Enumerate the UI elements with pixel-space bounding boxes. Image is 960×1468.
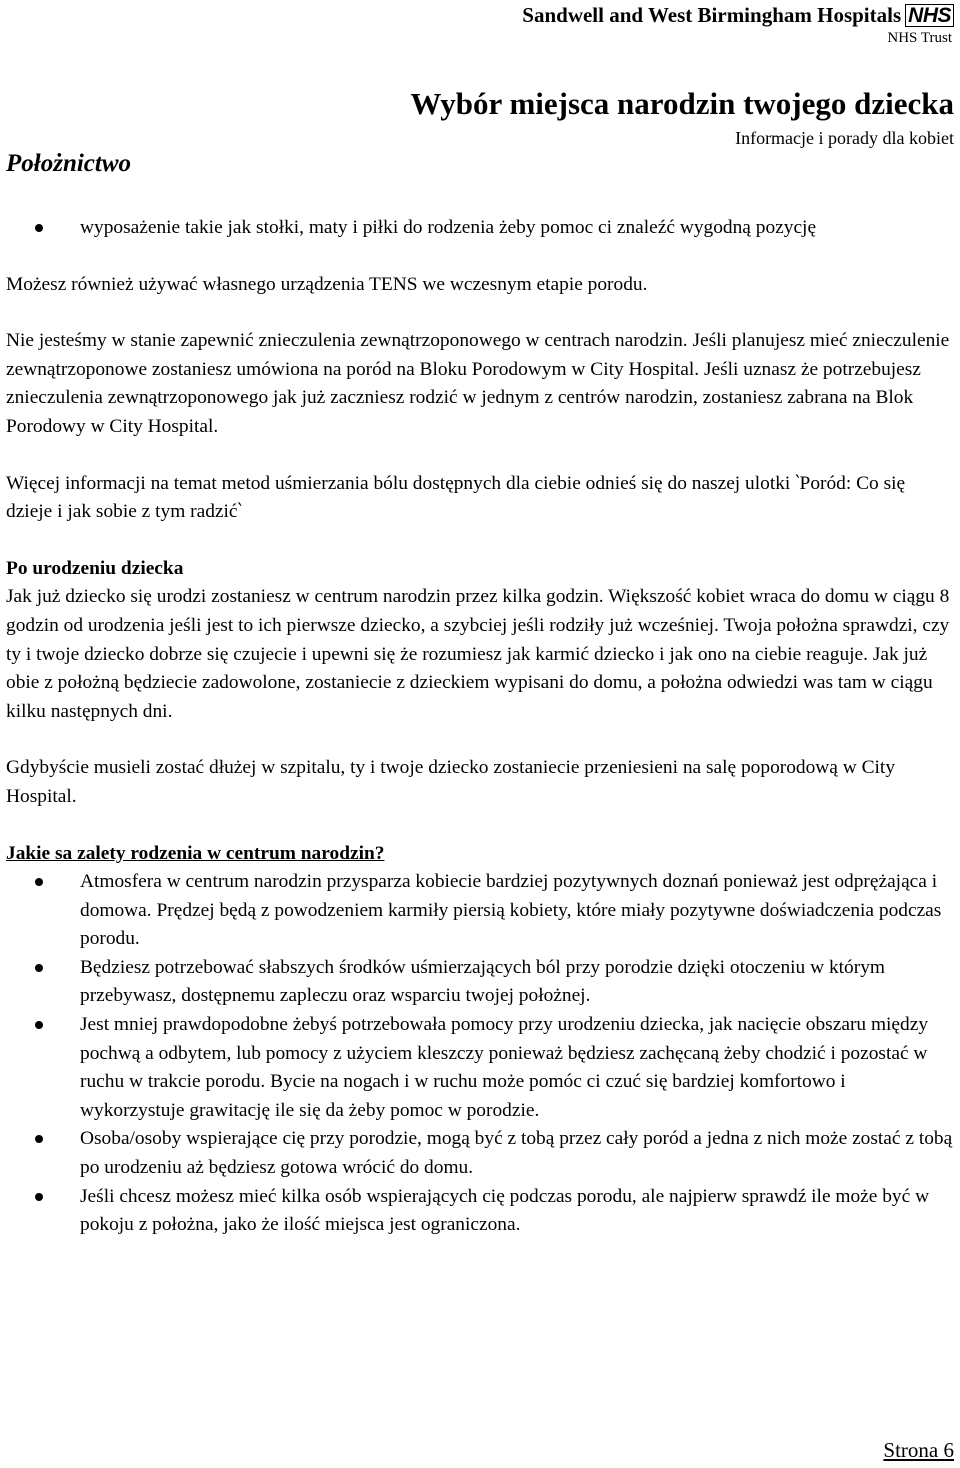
- list-item-text: Jest mniej prawdopodobne żebyś potrzebowała pomocy przy urodzeniu dziecka, jak nacięcie obszaru między pochwą a odbytem, lub pomocy z użyciem kleszczy ponieważ będziesz zachęcaną żeby chodzić i pozostać w ruchu w trakcie porodu. Bycie na nogach i w ruchu może pomóc ci czuć się bardziej komfortowo i wykorzystuje grawitację ile się da żeby pomoc w porodzie.: [80, 1014, 929, 1121]
- page-number: Strona 6: [883, 1438, 954, 1462]
- tens-paragraph: Możesz również używać własnego urządzenia TENS we wczesnym etapie porodu.: [6, 273, 648, 295]
- document-subtitle: Informacje i porady dla kobiet: [735, 128, 954, 148]
- bullet-icon: [35, 224, 43, 232]
- after-birth-heading: Po urodzeniu dziecka: [6, 557, 184, 579]
- bullet-icon: [35, 1193, 43, 1201]
- organization-name: Sandwell and West Birmingham Hospitals: [522, 3, 902, 27]
- bullet-icon: [35, 1021, 43, 1029]
- benefits-heading: Jakie sa zalety rodzenia w centrum narodzin?: [6, 842, 385, 864]
- section-label: Położnictwo: [6, 150, 132, 177]
- list-item: [6, 1183, 954, 1240]
- bullet-icon: [35, 1135, 43, 1143]
- equipment-bullet-list: [6, 214, 954, 243]
- list-item-text: Jeśli chcesz możesz mieć kilka osób wspierających cię podczas porodu, ale najpierw sprawdź ile może być w pokoju z położna, jako że ilość miejsca jest ograniczona.: [80, 1185, 930, 1236]
- benefits-bullet-list: [6, 868, 954, 1240]
- nhs-logo: NHS: [905, 4, 954, 27]
- bullet-icon: [35, 878, 43, 886]
- list-item-text: wyposażenie takie jak stołki, maty i piłki do rodzenia żeby pomoc ci znaleźć wygodną pozycję: [80, 217, 817, 238]
- organization-name-line: [522, 4, 954, 27]
- organization-header: [522, 4, 954, 46]
- more-info-paragraph: Więcej informacji na temat metod uśmierzania bólu dostępnych dla ciebie odnieś się do naszej ulotki ‵Poród: Co się dzieje i jak sobie z tym radzić‵: [6, 472, 906, 523]
- list-item: [6, 954, 954, 1011]
- epidural-paragraph: Nie jesteśmy w stanie zapewnić znieczulenia zewnątrzoponowego w centrach narodzin. Jeśli planujesz mieć znieczulenie zewnątrzoponowe zostaniesz umówiona na poród na Bloku Porodowym w City Hospital. Jeśli uznasz że potrzebujesz znieczulenia zewnątrzoponowego jak już zaczniesz rodzić w jednym z centrów narodzin, zostaniesz zabrana na Blok Porodowy w City Hospital.: [6, 330, 950, 437]
- list-item: [6, 868, 954, 954]
- bullet-icon: [35, 964, 43, 972]
- after-birth-paragraph: Jak już dziecko się urodzi zostaniesz w centrum narodzin przez kilka godzin. Większość kobiet wraca do domu w ciągu 8 godzin od urodzenia jeśli jest to ich pierwsze dziecko, a szybciej jeśli rodziły już wcześniej. Twoja położna sprawdzi, czy ty i twoje dziecko dobrze się czujecie i upewni się że rozumiesz jak karmić dziecko i jak ono na ciebie reaguje. Jak już obie z położną będziecie zadowolone, zostaniecie z dzieckiem wypisani do domu, a położna odwiedzi was tam w ciągu kilku następnych dni.: [6, 586, 950, 722]
- list-item: [6, 1125, 954, 1182]
- list-item-text: Atmosfera w centrum narodzin przysparza kobiecie bardziej pozytywnych doznań ponieważ jest odprężająca i domowa. Prędzej będą z powodzeniem karmiły piersią kobiety, które miały pozytywne doświadczenia podczas porodu.: [80, 871, 942, 950]
- document-body: [6, 214, 954, 1268]
- list-item: [6, 1011, 954, 1125]
- trust-label: NHS Trust: [887, 30, 952, 46]
- document-title: Wybór miejsca narodzin twojego dziecka: [410, 86, 954, 121]
- longer-stay-paragraph: Gdybyście musieli zostać dłużej w szpitalu, ty i twoje dziecko zostaniecie przeniesieni na salę poporodową w City Hospital.: [6, 757, 896, 807]
- list-item-text: Osoba/osoby wspierające cię przy porodzie, mogą być z tobą przez cały poród a jedna z nich może zostać z tobą po urodzeniu aż będziesz gotowa wrócić do domu.: [80, 1128, 953, 1179]
- list-item-text: Będziesz potrzebować słabszych środków uśmierzających ból przy porodzie dzięki otoczeniu w którym przebywasz, dostępnemu zapleczu oraz wsparciu twojej położnej.: [80, 956, 885, 1007]
- list-item: [6, 214, 954, 243]
